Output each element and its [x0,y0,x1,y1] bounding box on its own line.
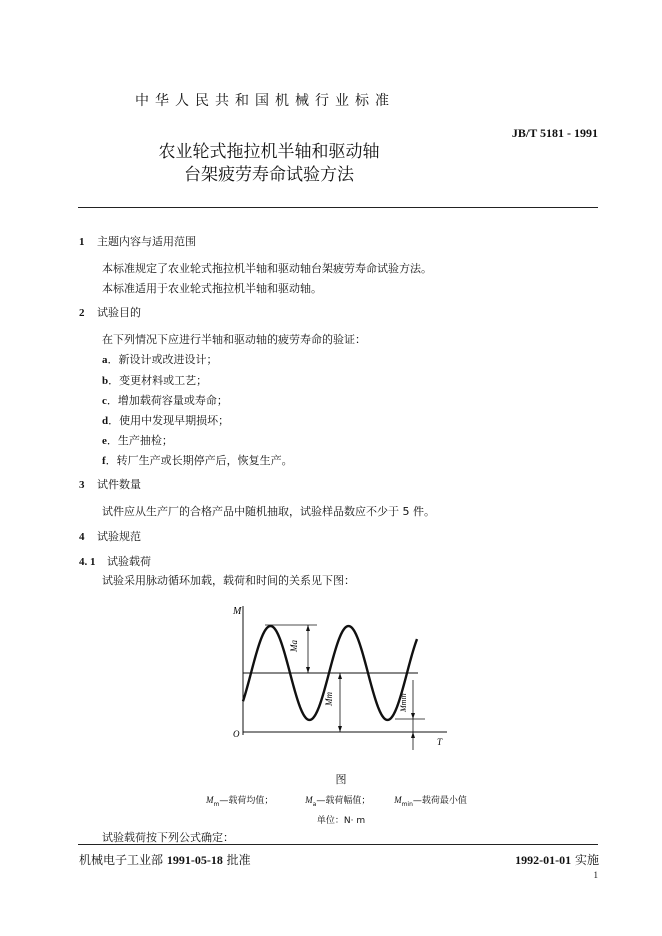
section-title: 试验载荷 [107,555,151,568]
approval-info [79,851,251,868]
document-title-line1: 农业轮式拖拉机半轴和驱动轴 [158,142,380,162]
y-axis-label: M [233,606,242,617]
mm-label: Mm [324,692,334,706]
list-item [102,351,218,367]
section-3-heading [79,476,141,492]
list-item [102,392,228,408]
arrow-down-icon [306,667,310,673]
section-title: 试件数量 [97,478,141,491]
legend-ma: $M_a—$载荷幅值； [305,795,371,808]
origin-label: O [233,729,240,739]
section-number: 4. 1 [79,556,96,568]
list-letter: c [102,395,107,407]
load-time-figure [225,600,455,760]
section-1-heading [79,233,196,249]
section-4-1-heading [79,553,151,569]
section-2-heading [79,304,141,320]
section-number: 2 [79,307,85,319]
section-title: 主题内容与适用范围 [97,235,196,248]
section-number: 4 [79,531,85,543]
approval-date: 1991-05-18 [166,853,223,867]
document-title-line2: 台架疲劳寿命试验方法 [184,165,354,185]
implementation-action: 实施 [574,853,599,867]
footer-rule [78,844,598,845]
list-text: ．生产抽检； [106,434,173,447]
arrow-down-icon [338,726,342,732]
ma-label: Ma [289,640,299,652]
list-letter: f [102,455,106,467]
paragraph: 在下列情况下应进行半轴和驱动轴的疲劳寿命的验证： [102,333,366,346]
standard-code: JB/T 5181 - 1991 [511,126,598,140]
paragraph: 本标准适用于农业轮式拖拉机半轴和驱动轴。 [102,282,322,295]
section-4-heading [79,528,141,544]
paragraph: 试验采用脉动循环加载，载荷和时间的关系见下图： [102,574,355,587]
page-number: 1 [593,870,598,880]
implementation-info [515,851,599,868]
figure-legend [206,793,467,808]
list-letter: e [102,435,107,447]
paragraph: 试验载荷按下列公式确定： [102,831,234,844]
approval-org: 机械电子工业部 [79,853,164,867]
mmin-label: Mmin [399,693,408,712]
list-letter: b [102,375,109,387]
list-item [102,372,207,388]
list-letter: a [102,354,108,366]
legend-mmin: $M_{min}—$载荷最小值 [394,795,467,808]
list-text: ．转厂生产或长期停产后，恢复生产。 [105,454,293,467]
list-item [102,452,293,468]
list-letter: d [102,415,109,427]
paragraph: 试件应从生产厂的合格产品中随机抽取，试验样品数应不少于 5 件。 [102,505,435,518]
arrow-down-icon [411,713,415,719]
header-rule [78,207,598,208]
section-title: 试验规范 [97,530,141,543]
section-number: 1 [79,236,85,248]
list-text: ．增加载荷容量或寿命； [106,394,228,407]
arrow-up-icon [411,732,415,738]
implementation-date: 1992-01-01 [515,853,572,867]
approval-action: 批准 [226,853,251,867]
figure-caption: 图 [335,773,347,786]
list-text: ．变更材料或工艺； [108,374,208,387]
figure-unit: 单位：N· m [316,816,366,826]
section-title: 试验目的 [97,306,141,319]
legend-mm: $M_m—$载荷均值； [206,795,274,808]
section-number: 3 [79,479,85,491]
x-axis-label: T [437,737,443,747]
paragraph: 本标准规定了农业轮式拖拉机半轴和驱动轴台架疲劳寿命试验方法。 [102,262,432,275]
list-item [102,412,229,428]
list-item [102,432,173,448]
standard-category: 中华人民共和国机械行业标准 [135,93,395,109]
list-text: ．使用中发现早期损坏； [108,414,230,427]
list-text: ．新设计或改进设计； [107,353,218,366]
arrow-up-icon [338,673,342,679]
arrow-up-icon [306,625,310,631]
